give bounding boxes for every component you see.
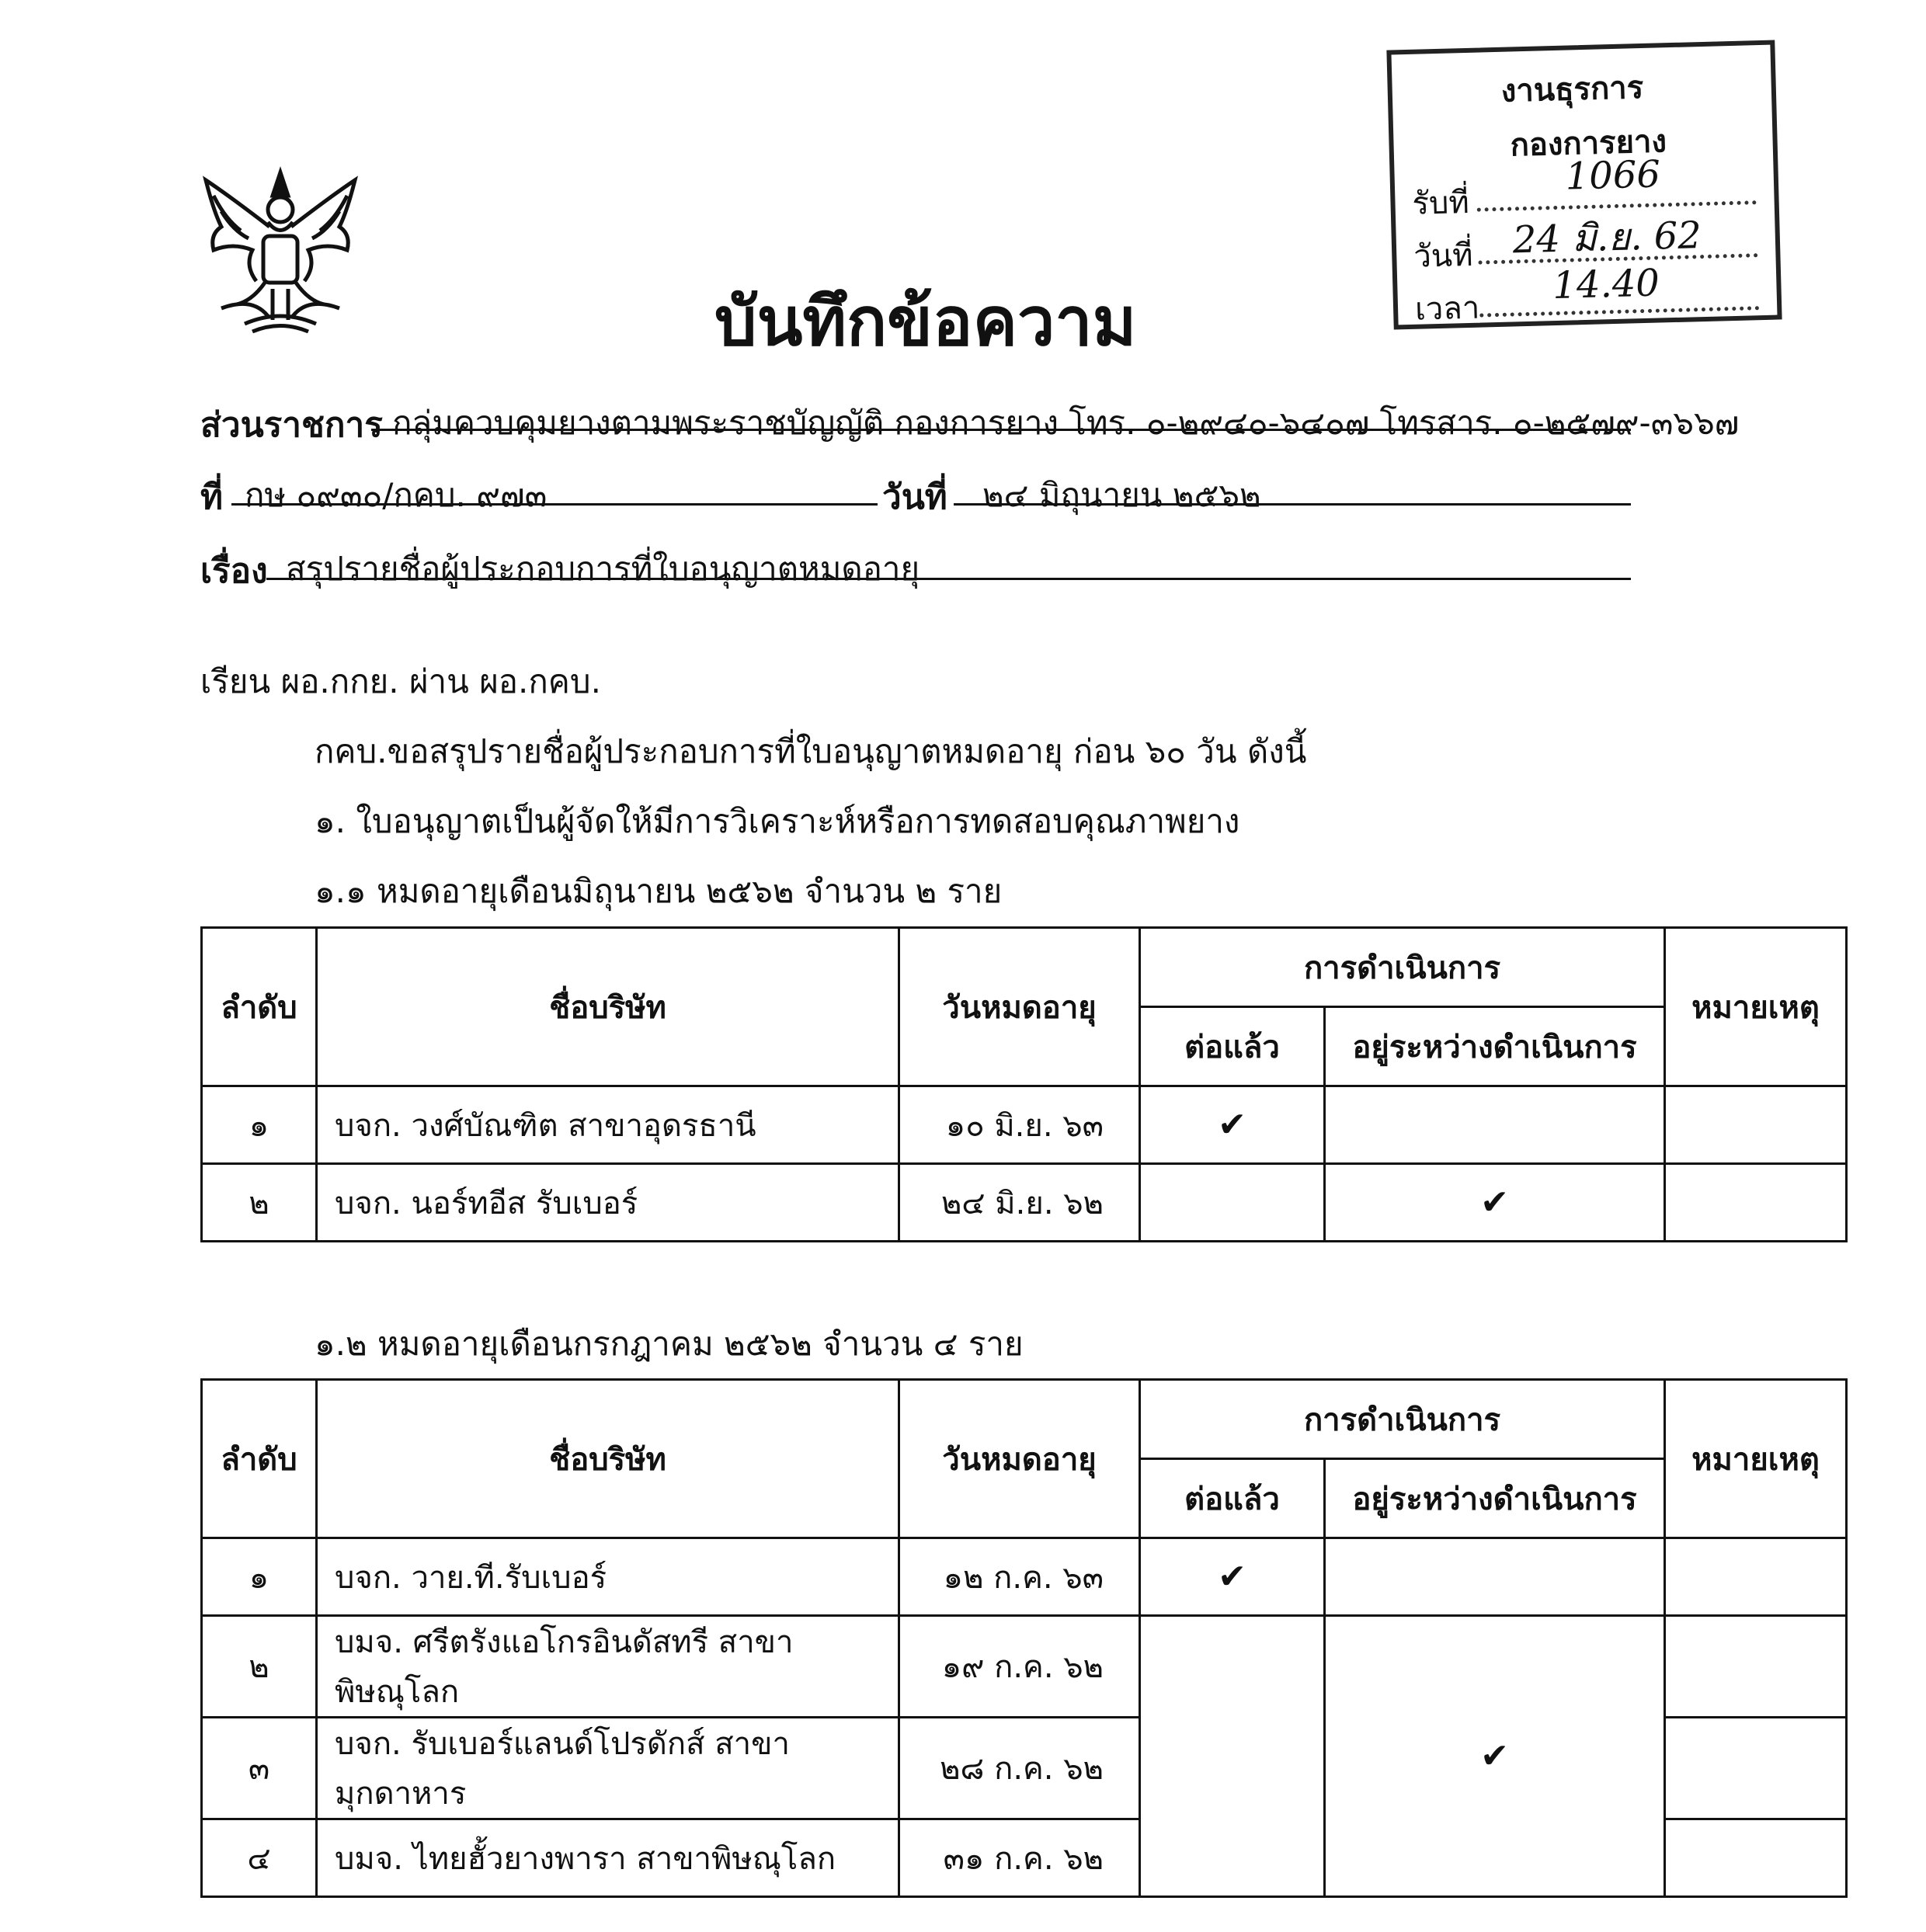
date-value: ๒๔ มิถุนายน ๒๕๖๒ [982, 476, 1261, 514]
stamp-division: กองการยาง [1510, 123, 1667, 164]
expiry-table-june [200, 926, 1848, 1242]
subject-underline [266, 578, 1631, 580]
row-no: ๒ [202, 1164, 317, 1242]
row-no: ๔ [202, 1819, 317, 1897]
row-company: บจก. รับเบอร์แลนด์โปรดักส์ สาขามุกดาหาร [317, 1718, 899, 1819]
subject-value: สรุปรายชื่อผู้ประกอบการที่ใบอนุญาตหมดอายุ [286, 550, 920, 588]
subject-label: เรื่อง [200, 551, 268, 591]
remark-cell [1665, 1819, 1847, 1897]
date-label: วันที่ [882, 478, 947, 517]
item-1-heading: ๑. ใบอนุญาตเป็นผู้จัดให้มีการวิเคราะห์หรือการทดสอบคุณภาพยาง [315, 802, 1240, 840]
stamp-office: งานธุรการ [1500, 69, 1644, 109]
garuda-emblem-icon [198, 165, 363, 339]
table-row [202, 1164, 1847, 1242]
row-expiry: ๑๙ ก.ค. ๖๒ [899, 1616, 1140, 1718]
row-expiry: ๑๐ มิ.ย. ๖๓ [899, 1086, 1140, 1164]
stamp-time-label: เวลา [1414, 290, 1480, 328]
header-in-progress: อยู่ระหว่างดำเนินการ [1325, 1007, 1665, 1086]
reference-value: กษ ๐๙๓๐/กคบ. ๙๗๓ [245, 476, 548, 514]
stamp-received-number: 1066 [1564, 152, 1661, 199]
header-no: ลำดับ [202, 1380, 317, 1538]
row-expiry: ๒๔ มิ.ย. ๖๒ [899, 1164, 1140, 1242]
renewed-cell [1140, 1164, 1325, 1242]
header-no: ลำดับ [202, 928, 317, 1086]
header-renewed: ต่อแล้ว [1140, 1007, 1325, 1086]
header-expiry: วันหมดอายุ [899, 928, 1140, 1086]
remark-cell [1665, 1086, 1847, 1164]
header-remark: หมายเหตุ [1665, 928, 1847, 1086]
header-renewed: ต่อแล้ว [1140, 1459, 1325, 1538]
renewed-check-icon: ✔ [1140, 1538, 1325, 1616]
row-no: ๓ [202, 1718, 317, 1819]
header-remark: หมายเหตุ [1665, 1380, 1847, 1538]
received-stamp [1386, 40, 1782, 330]
remark-cell [1665, 1164, 1847, 1242]
subsection-1-2-heading: ๑.๒ หมดอายุเดือนกรกฎาคม ๒๕๖๒ จำนวน ๔ ราย [315, 1325, 1024, 1363]
row-no: ๒ [202, 1616, 317, 1718]
stamp-time-dots [1479, 306, 1759, 317]
reference-label: ที่ [200, 478, 224, 517]
stamp-received-label: รับที่ [1411, 184, 1470, 222]
header-company: ชื่อบริษัท [317, 1380, 899, 1538]
stamp-time: 14.40 [1552, 261, 1660, 308]
row-company: บมจ. ไทยฮั้วยางพารา สาขาพิษณุโลก [317, 1819, 899, 1897]
row-company: บจก. วาย.ที.รับเบอร์ [317, 1538, 899, 1616]
agency-underline [371, 429, 1631, 431]
remark-cell [1665, 1616, 1847, 1718]
document-title: บันทึกข้อความ [714, 283, 1137, 361]
in-progress-cell [1325, 1086, 1665, 1164]
table-row [202, 1086, 1847, 1164]
expiry-table-july [200, 1378, 1848, 1898]
row-company: บมจ. ศรีตรังแอโกรอินดัสทรี สาขาพิษณุโลก [317, 1616, 899, 1718]
header-expiry: วันหมดอายุ [899, 1380, 1140, 1538]
row-expiry: ๓๑ ก.ค. ๖๒ [899, 1819, 1140, 1897]
date-underline [954, 503, 1631, 506]
agency-label: ส่วนราชการ [200, 405, 383, 445]
header-in-progress: อยู่ระหว่างดำเนินการ [1325, 1459, 1665, 1538]
in-progress-cell [1325, 1538, 1665, 1616]
row-company: บจก. นอร์ทอีส รับเบอร์ [317, 1164, 899, 1242]
row-company: บจก. วงศ์บัณฑิต สาขาอุดรธานี [317, 1086, 899, 1164]
table-row [202, 1616, 1847, 1718]
header-action: การดำเนินการ [1140, 928, 1665, 1007]
stamp-date: 24 มิ.ย. 62 [1512, 214, 1702, 262]
row-no: ๑ [202, 1538, 317, 1616]
remark-cell [1665, 1538, 1847, 1616]
in-progress-check-icon: ✔ [1325, 1164, 1665, 1242]
renewed-cell [1140, 1616, 1325, 1897]
intro-paragraph: กคบ.ขอสรุปรายชื่อผู้ประกอบการที่ใบอนุญาตหมดอายุ ก่อน ๖๐ วัน ดังนี้ [315, 732, 1307, 770]
table-row [202, 1538, 1847, 1616]
row-expiry: ๒๘ ก.ค. ๖๒ [899, 1718, 1140, 1819]
stamp-date-label: วันที่ [1413, 237, 1474, 275]
row-expiry: ๑๒ ก.ค. ๖๓ [899, 1538, 1140, 1616]
header-action: การดำเนินการ [1140, 1380, 1665, 1459]
header-company: ชื่อบริษัท [317, 928, 899, 1086]
reference-underline [231, 503, 878, 506]
renewed-check-icon: ✔ [1140, 1086, 1325, 1164]
row-no: ๑ [202, 1086, 317, 1164]
subsection-1-1-heading: ๑.๑ หมดอายุเดือนมิถุนายน ๒๕๖๒ จำนวน ๒ ราย [315, 872, 1003, 910]
agency-value: กลุ่มควบคุมยางตามพระราชบัญญัติ กองการยาง โทร. ๐-๒๙๔๐-๖๔๐๗ โทรสาร. ๐-๒๕๗๙-๓๖๖๗ [392, 404, 1740, 442]
remark-cell [1665, 1718, 1847, 1819]
salutation: เรียน ผอ.กกย. ผ่าน ผอ.กคบ. [200, 662, 601, 700]
in-progress-check-icon: ✔ [1325, 1616, 1665, 1897]
